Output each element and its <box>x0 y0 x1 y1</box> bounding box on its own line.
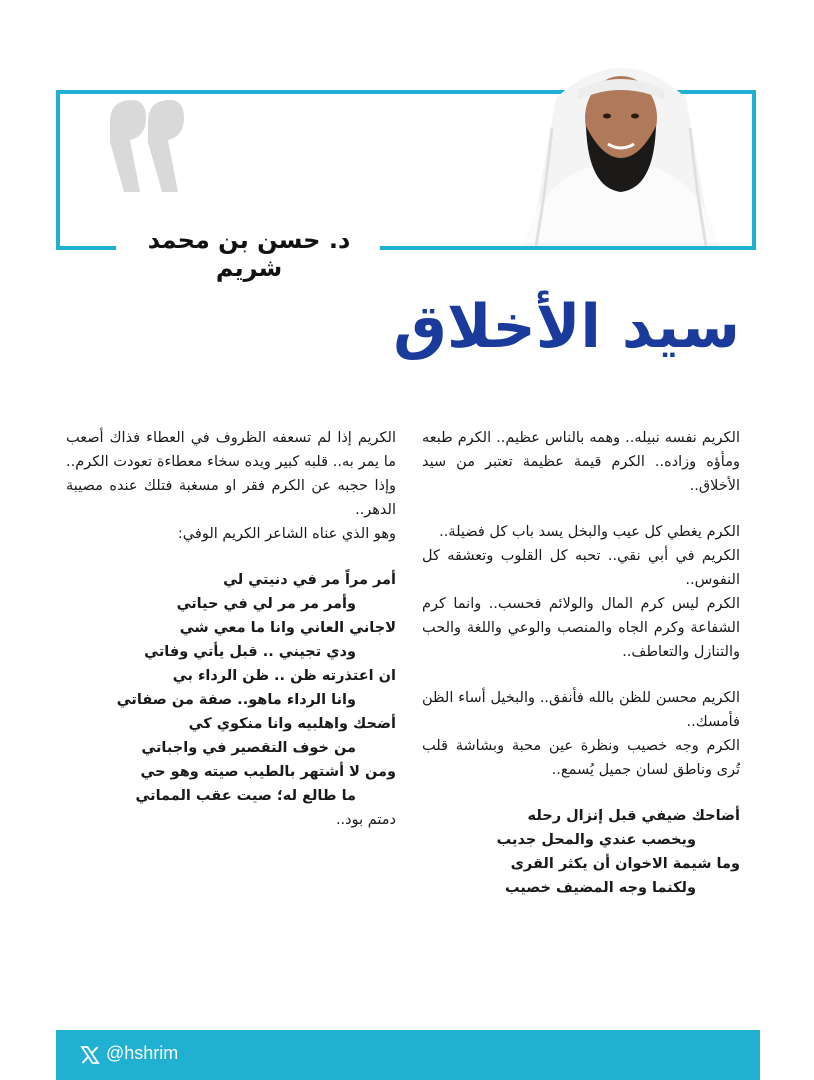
paragraph: الكريم نفسه نبيله.. وهمه بالناس عظيم.. الكرم طبعه ومأؤه وزاده.. الكرم قيمة عظيمة تعتبر من سيد الأخلاق.. <box>422 430 740 494</box>
paragraph: الكرم وجه خصيب ونظرة عين محبة وبشاشة قلب تُرى وناطق لسان جميل يُسمع.. <box>422 738 740 778</box>
poem-verse: من خوف التقصير في واجباتي <box>141 740 356 756</box>
author-name: د. حسن بن محمد شريم <box>147 226 351 282</box>
article-column-right <box>422 426 740 900</box>
article-title: سيد الأخلاق <box>393 292 740 362</box>
paragraph: الكرم يغطي كل عيب والبخل يسد باب كل فضيلة.. <box>439 524 740 540</box>
poem-verse: وما شيمة الاخوان أن يكثر القرى <box>510 856 740 872</box>
paragraph: وهو الذي عناه الشاعر الكريم الوفي: <box>177 526 396 542</box>
article-column-left <box>66 426 396 832</box>
poem-verse: وانا الرداء ماهو.. صفة من صفاتي <box>116 692 356 708</box>
author-portrait <box>516 38 726 246</box>
poem-verse: وأمر مر مر لي في حياتي <box>176 596 356 612</box>
quote-mark-icon <box>100 92 190 202</box>
poem-verse: ولكنما وجه المضيف خصيب <box>505 880 696 896</box>
x-logo-icon[interactable] <box>80 1045 100 1065</box>
poem-verse: أضاحك ضيفي قبل إنزال رحله <box>527 808 740 824</box>
poem-verse: لاجاني العاني وانا ما معي شي <box>179 620 396 636</box>
social-handle-link[interactable]: @hshrim <box>106 1043 179 1063</box>
poem-verse: ودي تجيني .. قبل يأتي وفاتي <box>144 644 356 660</box>
poem-verse: ويخصب عندي والمحل جديب <box>496 832 696 848</box>
signoff: دمتم بود.. <box>335 812 396 828</box>
paragraph: الكريم إذا لم تسعفه الظروف في العطاء فذاك أصعب ما يمر به.. قلبه كبير ويده سخاء معطاءة تعودت الكرم.. وإذا حجبه عن الكرم فقر او مسغبة فتلك عنده مصيبة الدهر.. <box>66 430 396 518</box>
paragraph: الكرم ليس كرم المال والولائم فحسب.. وانما كرم الشفاعة وكرم الجاه والمنصب والوعي واللغة والحب والتنازل والتعاطف.. <box>422 596 740 660</box>
poem-verse: ان اعتذرته ظن .. ظن الرداء بي <box>172 668 396 684</box>
poem-verse: ومن لا أشتهر بالطيب صيته وهو حي <box>140 764 396 780</box>
paragraph: الكريم محسن للظن بالله فأنفق.. والبخيل أساء الظن فأمسك.. <box>422 690 740 730</box>
poem-verse: أضحك واهلبيه وانا منكوي كي <box>188 716 396 732</box>
poem-verse: أمر مراً مر في دنيتي لي <box>223 572 396 588</box>
header-frame-bottom-left <box>56 246 116 250</box>
paragraph: الكريم في أبي نقي.. تحبه كل القلوب وتعشقه كل النفوس.. <box>422 548 740 588</box>
header-frame-bottom-right <box>380 246 756 250</box>
poem-verse: ما طالع له؛ صيت عقب المماتي <box>135 788 356 804</box>
